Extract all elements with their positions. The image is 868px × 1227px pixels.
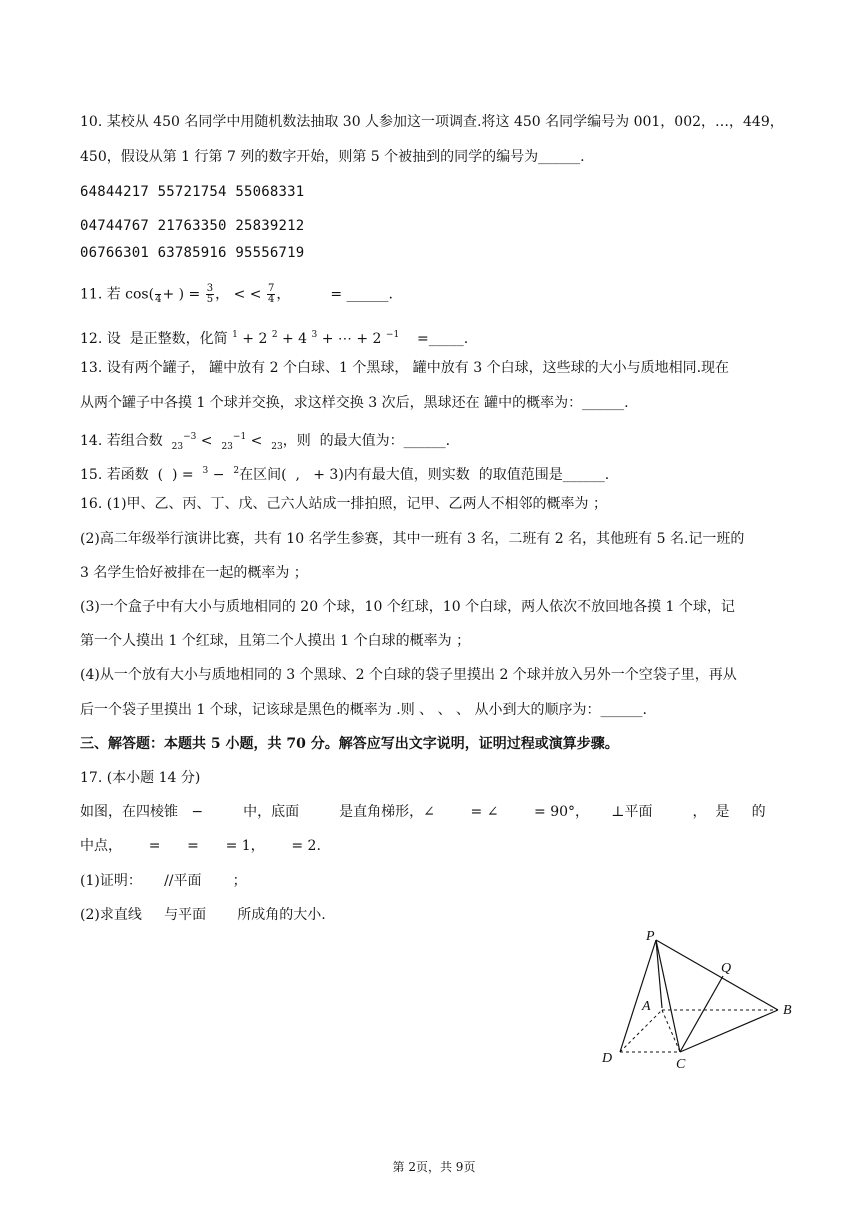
q16-line4: (3)一个盒子中有大小与质地相同的 20 个球，10 个红球，10 个白球，两人依次不放回地各摸 1 个球，记 [80, 599, 735, 615]
edge-cb [680, 1010, 778, 1052]
q11-line [80, 284, 393, 305]
q16-line6: (4)从一个放有大小与质地相同的 3 个黑球、2 个白球的袋子里摸出 2 个球并放入另外一个空袋子里，再从 [80, 667, 737, 683]
q11-mid2: ， < < [215, 286, 262, 303]
q16-line1: 16. (1)甲、乙、丙、丁、戊、己六人站成一排拍照，记甲、乙两人不相邻的概率为 ； [80, 496, 607, 512]
q11-fraction-1: 4 [155, 284, 161, 305]
label-b: B [783, 1003, 792, 1018]
q11-mid1: + ) = [162, 286, 201, 303]
pyramid-figure [592, 924, 802, 1074]
q16-line3: 3 名学生恰好被排在一起的概率为 ； [80, 565, 308, 581]
segment-cq [680, 976, 723, 1052]
edge-pd [620, 940, 656, 1052]
edge-ac-dashed [662, 1010, 680, 1052]
q12-line: 12. 设 是正整数，化简 $^1$ + 2 $^2$ + 4 $^3$ + ⋯ + 2 $^{-1}$ =_____. [80, 330, 469, 347]
q13-line1: 13. 设有两个罐子， 罐中放有 2 个白球、1 个黑球， 罐中放有 3 个白球，这些球的大小与质地相同.现在 [80, 360, 730, 376]
q17-line1: 如图，在四棱锥 − 中，底面 是直角梯形，∠ = ∠ = 90°， ⊥平面 ， 是 的 [80, 804, 766, 820]
q11-prefix: 11. 若 cos( [80, 286, 155, 303]
section-3-heading: 三、解答题：本题共 5 小题，共 70 分。解答应写出文字说明，证明过程或演算步骤。 [80, 736, 619, 752]
q16-line2: (2)高二年级举行演讲比赛，共有 10 名学生参赛，其中一班有 3 名，二班有 2 名，其他班有 5 名.记一班的 [80, 531, 745, 547]
q16-line5: 第一个人摸出 1 个红球，且第二个人摸出 1 个白球的概率为 ； [80, 633, 471, 649]
q11-fraction-3: $\frac{7}{4}$ [267, 283, 275, 305]
q17-title: 17. (本小题 14 分) [80, 770, 201, 786]
page-footer: 第 2页，共 9页 [392, 1160, 476, 1174]
q17-line4: (2)求直线 与平面 所成角的大小. [80, 907, 326, 923]
q17-line2: 中点， = = = 1， = 2. [80, 838, 321, 854]
q14-line: 14. 若组合数 $_{23}^{-3}$ < $_{23}^{-1}$ < $_{23}$，则 的最大值为：______. [80, 432, 451, 452]
q10-line2: 450，假设从第 1 行第 7 列的数字开始，则第 5 个被抽到的同学的编号为______. [80, 149, 585, 165]
q10-line1: 10. 某校从 450 名同学中用随机数法抽取 30 人参加这一项调查.将这 450 名同学编号为 001，002，…，449， [80, 114, 784, 130]
label-a: A [642, 999, 651, 1014]
q10-random-row-1: 64844217 55721754 55068331 [80, 184, 305, 200]
q15-line: 15. 若函数 ( ) = $^3$ − $^2$在区间( , + 3)内有最大值，则实数 的取值范围是______. [80, 466, 610, 483]
label-p: P [646, 929, 655, 944]
edge-pb [656, 940, 778, 1010]
q11-suffix: ， = ______. [276, 286, 394, 303]
q10-random-row-2: 04744767 21763350 25839212 [80, 218, 305, 234]
q10-random-row-3: 06766301 63785916 95556719 [80, 245, 305, 261]
edge-pc [656, 940, 680, 1052]
q17-line3: (1)证明： //平面 ； [80, 873, 247, 889]
q16-line7: 后一个袋子里摸出 1 个球，记该球是黑色的概率为 .则 、 、 、 从小到大的顺序为：______. [80, 702, 647, 718]
q11-fraction-2: $\frac{3}{5}$ [206, 283, 214, 305]
q13-line2: 从两个罐子中各摸 1 个球并交换，求这样交换 3 次后，黑球还在 罐中的概率为：______. [80, 395, 629, 411]
label-c: C [676, 1057, 686, 1072]
edge-pa [656, 940, 662, 1008]
label-q: Q [721, 961, 732, 976]
label-d: D [602, 1051, 613, 1066]
